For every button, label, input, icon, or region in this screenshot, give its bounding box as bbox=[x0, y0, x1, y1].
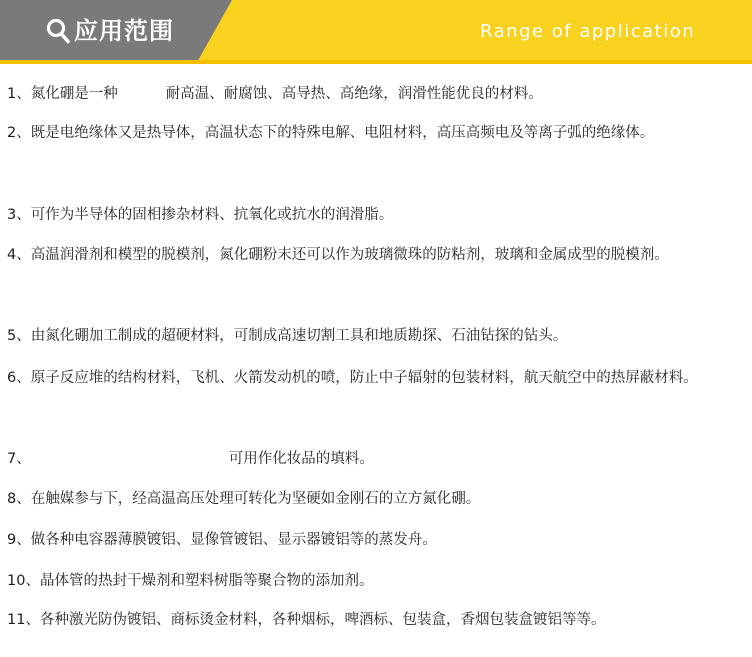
list-item bbox=[7, 602, 748, 638]
list-item bbox=[7, 197, 748, 233]
item-text: 11、各种激光防伪镀铝、商标烫金材料，各种烟标，啤酒标、包装盒，香烟包装盒镀铝等等。 bbox=[7, 612, 606, 628]
search-icon bbox=[46, 18, 70, 44]
section-subtitle: Range of application bbox=[480, 21, 696, 42]
item-text: 8、在触媒参与下，经高温高压处理可转化为坚硬如金刚石的立方氮化硼。 bbox=[7, 491, 481, 507]
list-item bbox=[7, 115, 748, 187]
item-text: 4、高温润滑剂和模型的脱模剂，氮化硼粉末还可以作为玻璃微珠的防粘剂，玻璃和金属成型的脱模剂。 bbox=[7, 247, 669, 263]
application-list bbox=[0, 64, 752, 657]
item-text: 2、既是电绝缘体又是热导体，高温状态下的特殊电解、电阻材料，高压高频电及等离子弧的绝缘体。 bbox=[7, 125, 655, 141]
list-item bbox=[7, 360, 748, 432]
item-text: 3、可作为半导体的固相掺杂材料、抗氧化或抗水的润滑脂。 bbox=[7, 207, 394, 223]
list-item bbox=[7, 563, 748, 599]
list-item bbox=[7, 481, 748, 517]
list-item bbox=[7, 522, 748, 558]
item-text: 10、晶体管的热封干燥剂和塑料树脂等聚合物的添加剂。 bbox=[7, 573, 374, 589]
item-text-start: 7、 bbox=[7, 451, 31, 467]
list-item bbox=[7, 237, 748, 309]
list-item bbox=[7, 76, 748, 112]
item-text-start: 1、氮化硼是一种 bbox=[7, 86, 118, 102]
item-text: 9、做各种电容器薄膜镀铝、显像管镀铝、显示器镀铝等的蒸发舟。 bbox=[7, 532, 437, 548]
item-text-end: 耐高温、耐腐蚀、高导热、高绝缘，润滑性能优良的材料。 bbox=[165, 86, 543, 102]
section-header bbox=[0, 0, 752, 64]
list-item bbox=[7, 318, 748, 354]
list-item bbox=[7, 441, 748, 477]
item-text: 5、由氮化硼加工制成的超硬材料，可制成高速切割工具和地质勘探、石油钻探的钻头。 bbox=[7, 328, 568, 344]
item-text: 6、原子反应堆的结构材料，飞机、火箭发动机的喷，防止中子辐射的包装材料，航天航空中的热屏蔽材料。 bbox=[7, 370, 698, 386]
section-title: 应用范围 bbox=[74, 17, 174, 45]
item-text-end: 可用作化妆品的填料。 bbox=[228, 451, 374, 467]
